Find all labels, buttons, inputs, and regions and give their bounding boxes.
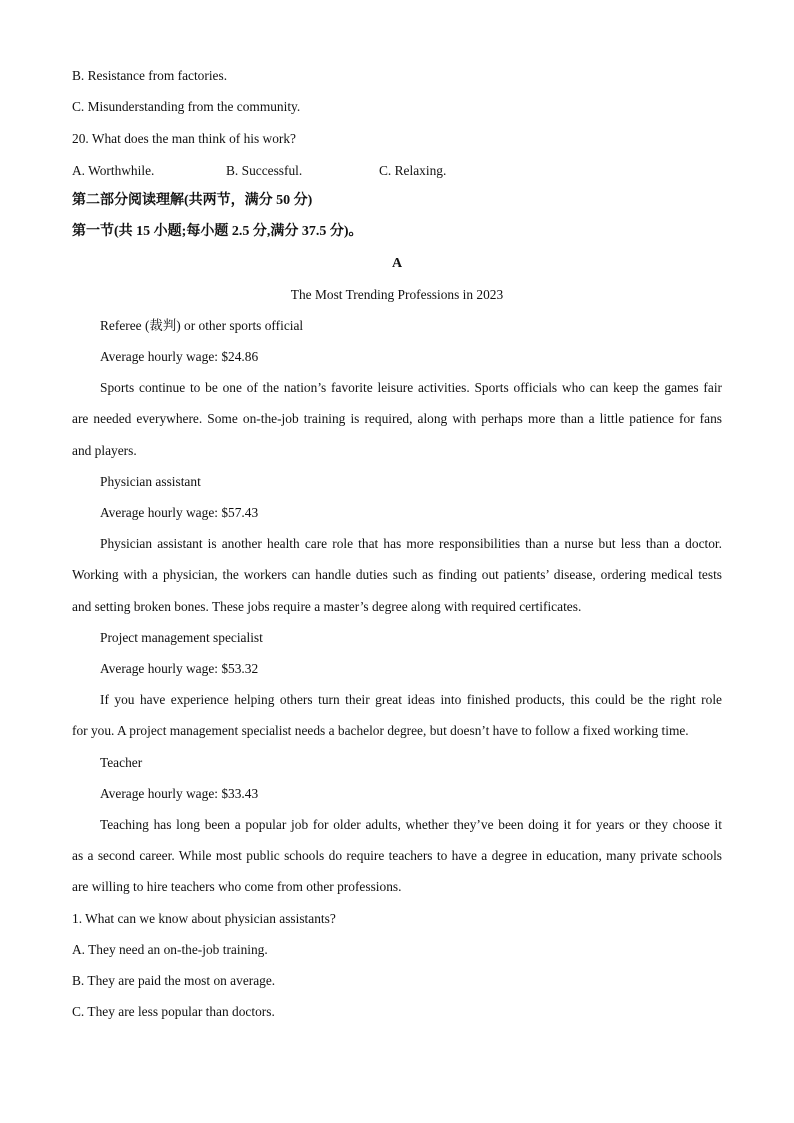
job-wage-teacher: Average hourly wage: $33.43 — [100, 786, 259, 801]
passage-letter: A — [391, 256, 403, 271]
paragraph-line: Teaching has long been a popular job for older adults, whether they’ve been doing it for years or they choose it — [100, 817, 722, 832]
paragraph-line: as a second career. While most public schools do require teachers to have a degree in education, many private schools — [72, 848, 722, 863]
job-title-physician-assistant: Physician assistant — [100, 474, 201, 489]
q20-option-b: B. Successful. — [226, 163, 303, 178]
q20-option-a: A. Worthwhile. — [72, 163, 155, 178]
job-wage-physician-assistant: Average hourly wage: $57.43 — [100, 505, 259, 520]
part-heading: 第二部分阅读理解(共两节，满分 50 分) — [72, 193, 313, 208]
question-1-option-a: A. They need an on-the-job training. — [72, 942, 268, 957]
paragraph-line: Working with a physician, the workers can handle duties such as finding out patients’ disease, ordering medical tests — [72, 567, 722, 582]
paragraph-line: are needed everywhere. Some on-the-job training is required, along with perhaps more than a little patience for fans — [72, 411, 722, 426]
passage-title: The Most Trending Professions in 2023 — [290, 287, 504, 302]
paragraph-line: for you. A project management specialist needs a bachelor degree, but doesn’t have to follow a fixed working time. — [72, 723, 689, 738]
paragraph-line: are willing to hire teachers who come from other professions. — [72, 879, 402, 894]
job-title-referee: Referee (裁判) or other sports official — [100, 318, 304, 333]
q20-stem: 20. What does the man think of his work? — [72, 131, 297, 146]
question-1-option-c: C. They are less popular than doctors. — [72, 1004, 275, 1019]
paragraph-line: Physician assistant is another health care role that has more responsibilities than a nurse but less than a doctor. — [100, 536, 722, 551]
paragraph-line: If you have experience helping others turn their great ideas into finished products, this could be the right role — [100, 692, 722, 707]
job-wage-referee: Average hourly wage: $24.86 — [100, 349, 259, 364]
job-wage-project-management: Average hourly wage: $53.32 — [100, 661, 259, 676]
paragraph-line: Sports continue to be one of the nation’s favorite leisure activities. Sports officials who can keep the games fair — [100, 380, 722, 395]
q19-option-c: C. Misunderstanding from the community. — [72, 99, 301, 114]
paragraph-line: and setting broken bones. These jobs require a master’s degree along with required certificates. — [72, 599, 582, 614]
question-1-option-b: B. They are paid the most on average. — [72, 973, 276, 988]
job-title-project-management: Project management specialist — [100, 630, 263, 645]
q19-option-b: B. Resistance from factories. — [72, 68, 228, 83]
paragraph-line: and players. — [72, 443, 137, 458]
question-1-stem: 1. What can we know about physician assistants? — [72, 911, 336, 926]
q20-option-c: C. Relaxing. — [379, 163, 447, 178]
job-title-teacher: Teacher — [100, 755, 143, 770]
subsection-heading: 第一节(共 15 小题;每小题 2.5 分,满分 37.5 分)。 — [72, 224, 363, 239]
